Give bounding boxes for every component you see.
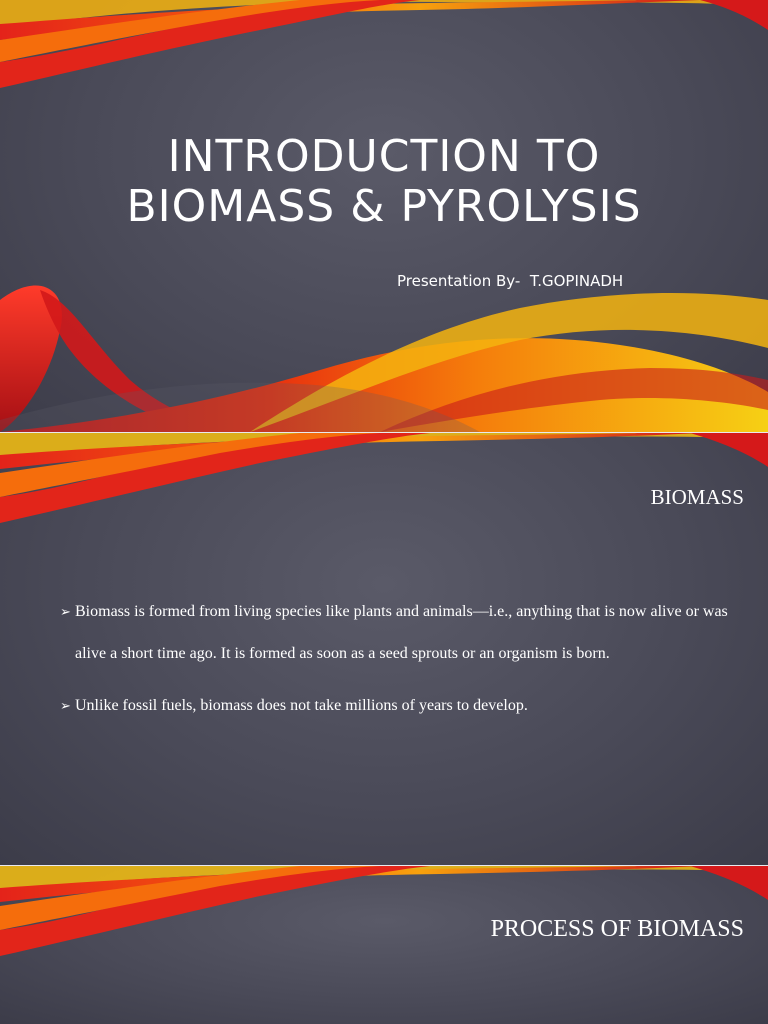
ribbon-decoration — [0, 866, 768, 1024]
list-item — [60, 591, 730, 675]
arrowhead-bullet-icon: ➢ — [60, 698, 71, 713]
bullet-list — [60, 591, 730, 737]
slide-heading: PROCESS OF BIOMASS — [490, 916, 744, 942]
title-line: INTRODUCTION TO BIOMASS & PYROLYSIS — [126, 131, 642, 232]
bullet-text: Unlike fossil fuels, biomass does not take millions of years to develop. — [75, 697, 528, 714]
slide-biomass — [0, 433, 768, 865]
slide-heading: BIOMASS — [650, 485, 744, 509]
slide-title — [0, 0, 768, 432]
slide-process — [0, 866, 768, 1024]
presenter-subtitle: Presentation By- T.GOPINADH — [397, 272, 624, 290]
list-item — [60, 685, 730, 727]
arrowhead-bullet-icon: ➢ — [60, 604, 71, 619]
title-text — [0, 132, 768, 232]
bullet-text: Biomass is formed from living species like plants and animals—i.e., anything that is now alive or was alive a short time ago. It is formed as soon as a seed sprouts or an organism is born. — [75, 603, 728, 662]
